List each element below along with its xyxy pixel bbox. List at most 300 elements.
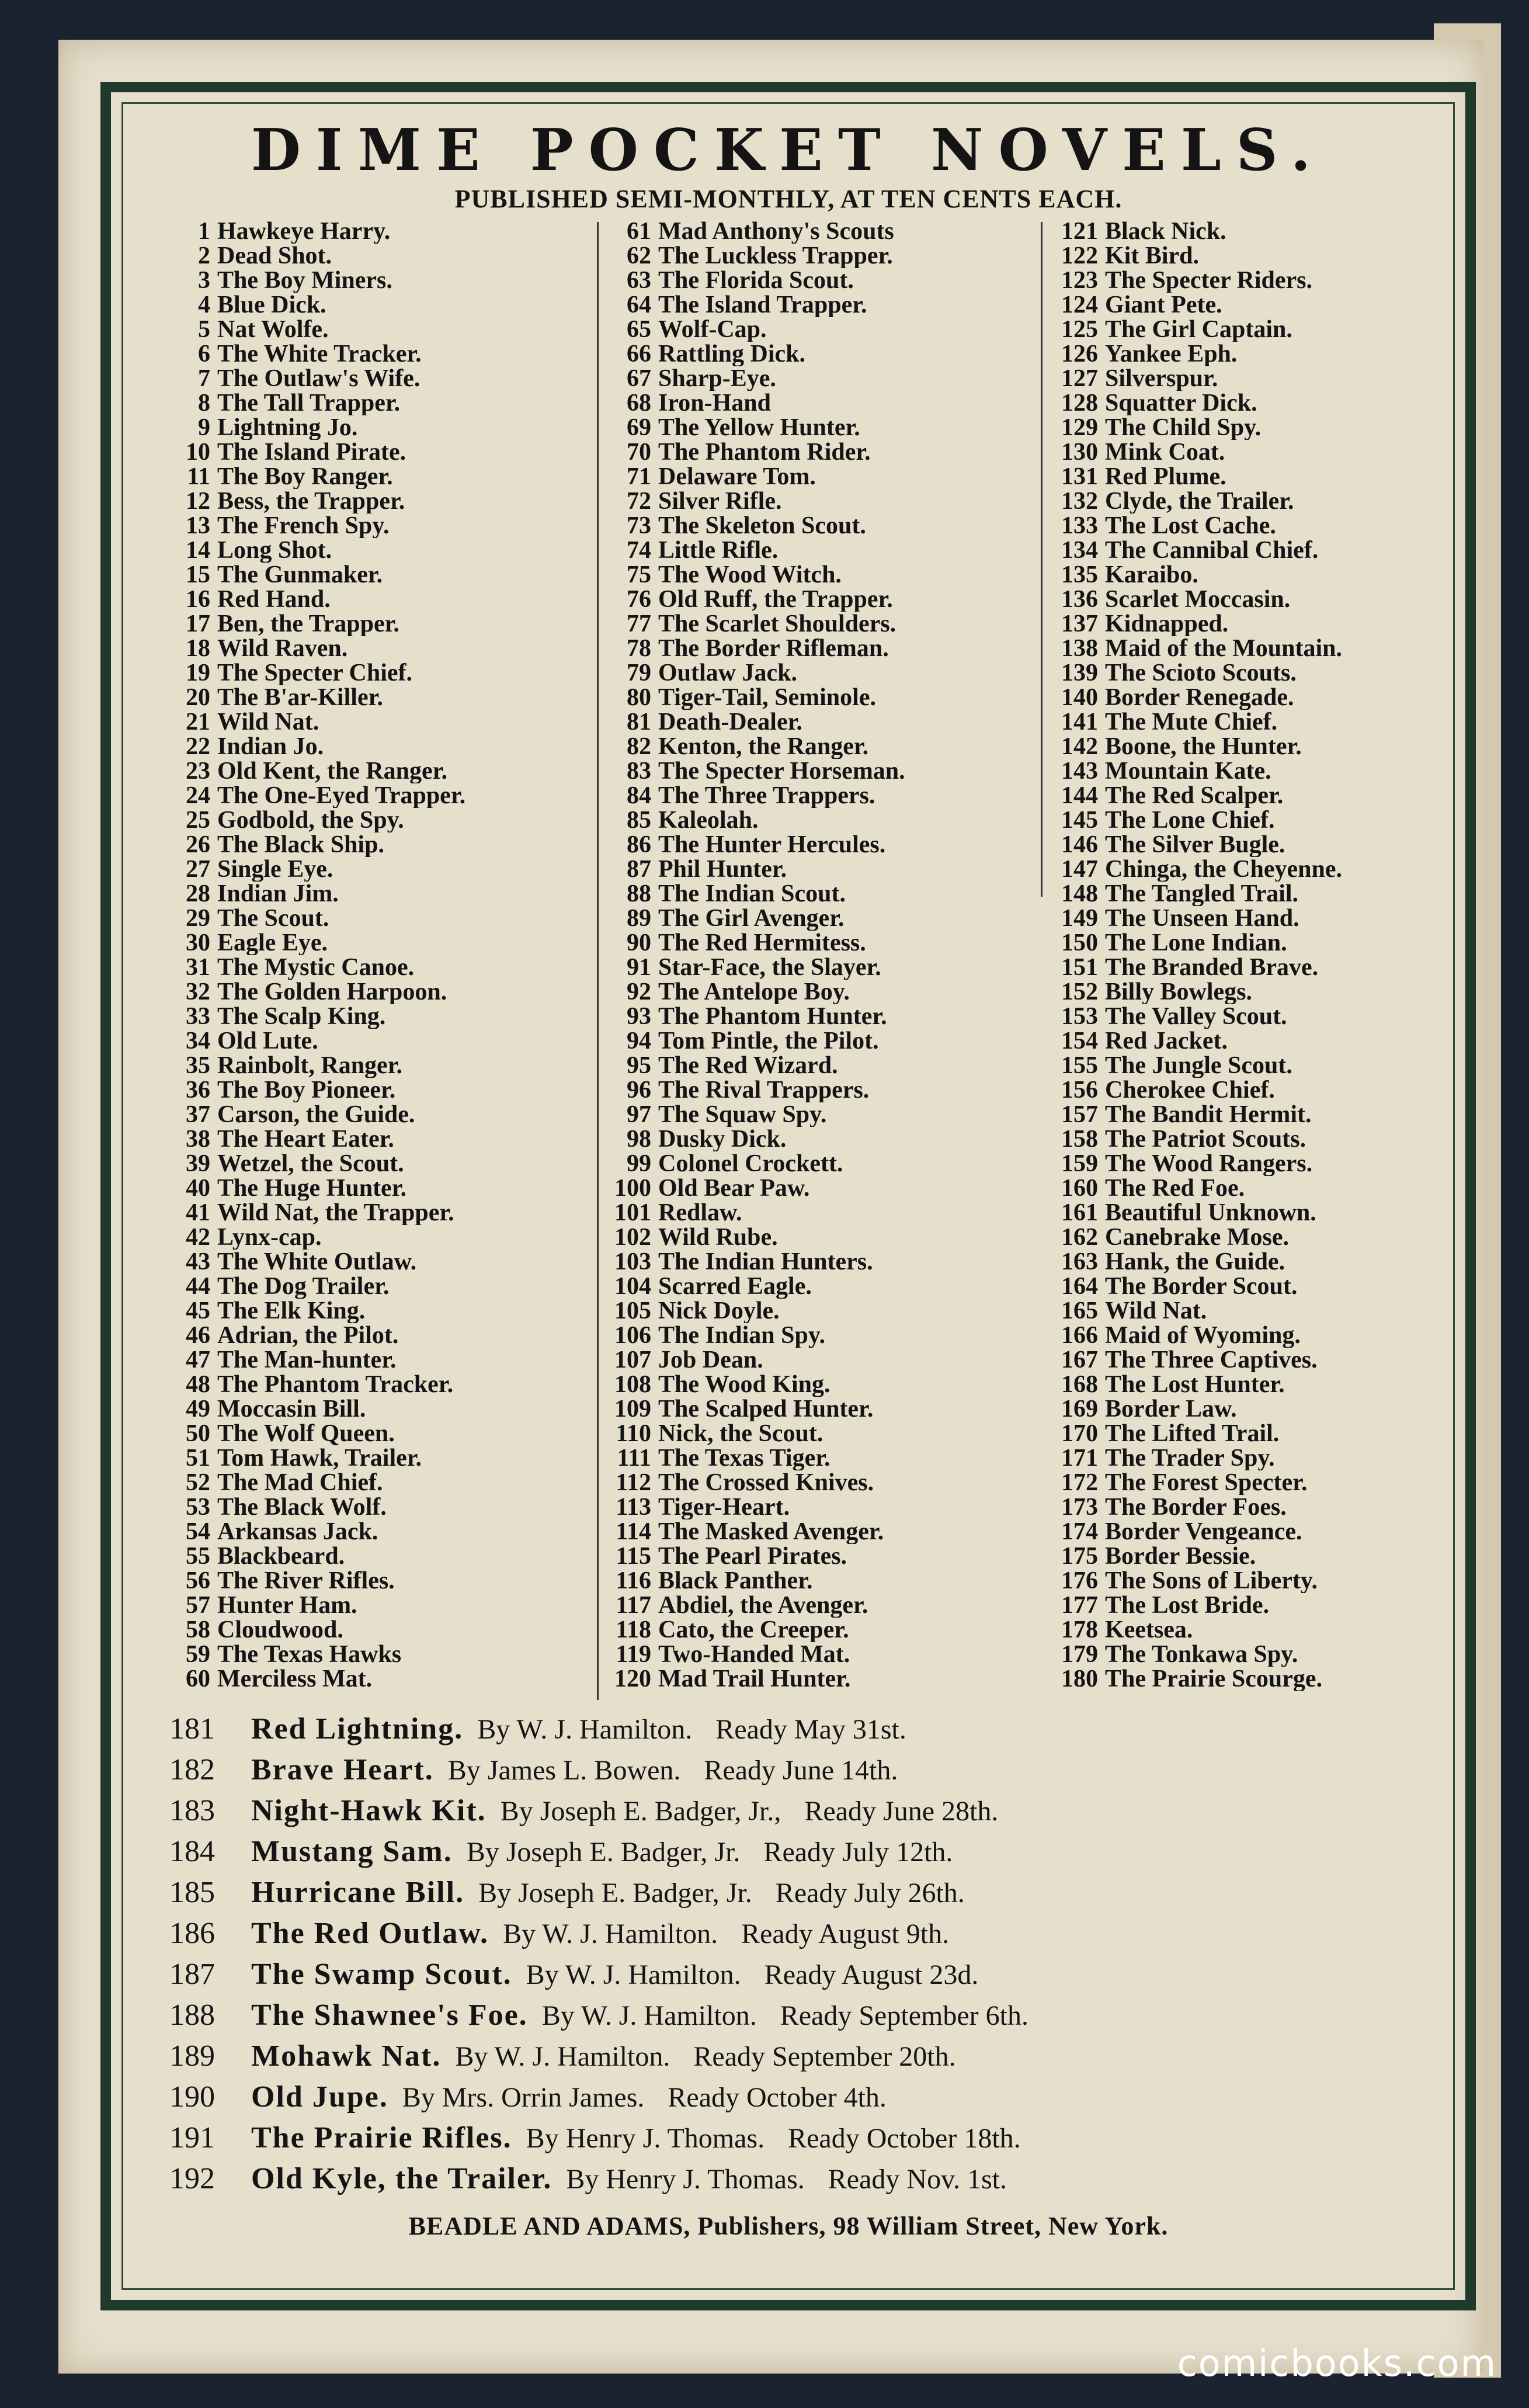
novel-number: 48	[186, 1372, 210, 1397]
novel-number: 45	[186, 1299, 210, 1323]
novel-number: 99	[627, 1151, 651, 1176]
novel-list-item	[1045, 1225, 1466, 1250]
novel-number: 71	[627, 464, 651, 489]
novel-title: The Island Pirate.	[217, 440, 406, 464]
novel-title: The Trader Spy.	[1105, 1446, 1275, 1470]
novel-list-item	[610, 563, 1042, 587]
novel-title: Redlaw.	[658, 1200, 742, 1225]
novel-title: The Girl Captain.	[1105, 317, 1292, 342]
novel-list-item	[1045, 1127, 1466, 1151]
forthcoming-list	[169, 1709, 1454, 2199]
novel-title: Arkansas Jack.	[217, 1519, 378, 1544]
forthcoming-item	[169, 1872, 1454, 1913]
novel-number: 88	[627, 882, 651, 906]
novel-list-item	[610, 1127, 1042, 1151]
novel-list-item	[169, 1274, 602, 1299]
novel-list-item	[169, 1004, 602, 1029]
novel-title: The Wood Witch.	[658, 563, 842, 587]
novel-number: 156	[1061, 1078, 1098, 1102]
forthcoming-item	[169, 1995, 1454, 2036]
novel-title: Cato, the Creeper.	[658, 1618, 849, 1642]
novel-list-item	[169, 219, 602, 244]
novel-number: 60	[186, 1667, 210, 1691]
novel-title: Karaibo.	[1105, 563, 1198, 587]
forthcoming-item	[169, 1709, 1454, 1750]
novel-number: 90	[627, 931, 651, 955]
novel-title: The Yellow Hunter.	[658, 415, 860, 440]
announcement-title: Night-Hawk Kit.	[251, 1794, 487, 1827]
novel-list-item	[610, 931, 1042, 955]
novel-list-item	[610, 661, 1042, 685]
novel-list-item	[1045, 1421, 1466, 1446]
novel-list-item	[1045, 1397, 1466, 1421]
novel-number: 18	[186, 636, 210, 661]
announcement-number: 191	[169, 2121, 215, 2154]
novel-title: Mountain Kate.	[1105, 759, 1271, 783]
novel-number: 130	[1061, 440, 1098, 464]
novel-title: Border Law.	[1105, 1397, 1237, 1421]
novel-list-item	[169, 440, 602, 464]
novel-list-item	[1045, 661, 1466, 685]
novel-title: The Outlaw's Wife.	[217, 366, 421, 391]
novel-list-item	[1045, 587, 1466, 612]
novel-title: Scarlet Moccasin.	[1105, 587, 1291, 612]
novel-title: Eagle Eye.	[217, 931, 328, 955]
novel-number: 85	[627, 808, 651, 832]
novel-number: 118	[616, 1618, 651, 1642]
novel-number: 150	[1061, 931, 1098, 955]
novel-title: The Antelope Boy.	[658, 980, 850, 1004]
novel-title: Black Panther.	[658, 1569, 813, 1593]
novel-title: Kaleolah.	[658, 808, 759, 832]
novel-list-item	[1045, 391, 1466, 415]
novel-list-item	[610, 1569, 1042, 1593]
novel-title: The Boy Ranger.	[217, 464, 393, 489]
novel-list-item	[1045, 293, 1466, 317]
novel-title: The Lost Hunter.	[1105, 1372, 1285, 1397]
novel-list-item	[610, 1348, 1042, 1372]
novel-list-item	[169, 1299, 602, 1323]
novel-title: The Crossed Knives.	[658, 1470, 874, 1495]
novel-title: Death-Dealer.	[658, 710, 802, 734]
novel-title: The Border Foes.	[1105, 1495, 1287, 1519]
novel-list-item	[169, 1667, 602, 1691]
novel-title: Hunter Ham.	[217, 1593, 357, 1618]
novel-list-item	[610, 1372, 1042, 1397]
announcement-ready-date: Ready June 28th.	[804, 1796, 999, 1827]
novel-number: 57	[186, 1593, 210, 1618]
novel-title: Wolf-Cap.	[658, 317, 767, 342]
novel-title: The Florida Scout.	[658, 268, 854, 293]
novel-number: 51	[186, 1446, 210, 1470]
novel-list-item	[610, 685, 1042, 710]
novel-title: Old Lute.	[217, 1029, 318, 1053]
novel-number: 17	[186, 612, 210, 636]
novel-list-item	[1045, 464, 1466, 489]
novel-number: 104	[614, 1274, 651, 1299]
novel-list-item	[169, 1593, 602, 1618]
novel-number: 98	[627, 1127, 651, 1151]
novel-list-item	[610, 1667, 1042, 1691]
novel-list-item	[169, 587, 602, 612]
announcement-ready-date: Ready Nov. 1st.	[828, 2164, 1007, 2195]
novel-number: 111	[617, 1446, 651, 1470]
novel-title: Star-Face, the Slayer.	[658, 955, 881, 980]
novel-title: The Wolf Queen.	[217, 1421, 395, 1446]
novel-title: Wetzel, the Scout.	[217, 1151, 404, 1176]
novel-title: Scarred Eagle.	[658, 1274, 812, 1299]
novel-title: The Valley Scout.	[1105, 1004, 1287, 1029]
novel-list-item	[1045, 612, 1466, 636]
novel-list-item	[610, 366, 1042, 391]
novel-number: 114	[616, 1519, 651, 1544]
novel-list-item	[1045, 317, 1466, 342]
novel-list-item	[1045, 906, 1466, 931]
novel-title: The Jungle Scout.	[1105, 1053, 1292, 1078]
novel-number: 6	[198, 342, 210, 366]
novel-list-item	[1045, 857, 1466, 882]
novel-list-item	[169, 1323, 602, 1348]
novel-list-item	[1045, 489, 1466, 513]
novel-list-item	[1045, 1642, 1466, 1667]
announcement-number: 192	[169, 2162, 215, 2195]
novel-title: The Specter Chief.	[217, 661, 413, 685]
novel-list-item	[610, 1593, 1042, 1618]
novel-number: 91	[627, 955, 651, 980]
novel-title: Cloudwood.	[217, 1618, 343, 1642]
forthcoming-item	[169, 2036, 1454, 2077]
novel-title: Hawkeye Harry.	[217, 219, 391, 244]
novel-number: 109	[614, 1397, 651, 1421]
novel-title: Red Jacket.	[1105, 1029, 1228, 1053]
novel-list-item	[1045, 636, 1466, 661]
novel-number: 8	[198, 391, 210, 415]
novel-list-item	[1045, 1053, 1466, 1078]
announcement-ready-date: Ready September 20th.	[693, 2041, 956, 2072]
novel-list-item	[1045, 1348, 1466, 1372]
novel-list-item	[610, 1102, 1042, 1127]
novel-number: 28	[186, 882, 210, 906]
page-title: DIME POCKET NOVELS.	[251, 117, 1326, 184]
novel-title: The Bandit Hermit.	[1105, 1102, 1312, 1127]
novel-number: 21	[186, 710, 210, 734]
novel-list-item	[610, 489, 1042, 513]
novel-title: The Tonkawa Spy.	[1105, 1642, 1298, 1667]
novel-number: 11	[187, 464, 210, 489]
novel-number: 62	[627, 244, 651, 268]
novel-number: 35	[186, 1053, 210, 1078]
novel-list-item	[169, 1421, 602, 1446]
novel-list-item	[169, 710, 602, 734]
novel-title: Tom Pintle, the Pilot.	[658, 1029, 879, 1053]
novel-title: Silver Rifle.	[658, 489, 782, 513]
novel-title: The French Spy.	[217, 513, 390, 538]
novel-title: The Elk King.	[217, 1299, 366, 1323]
novel-number: 70	[627, 440, 651, 464]
novel-number: 161	[1061, 1200, 1098, 1225]
novel-list-item	[169, 1029, 602, 1053]
announcement-title: Red Lightning.	[251, 1712, 464, 1746]
novel-list-item	[1045, 1446, 1466, 1470]
novel-title: Wild Nat, the Trapper.	[217, 1200, 454, 1225]
novel-title: The B'ar-Killer.	[217, 685, 383, 710]
novel-list-item	[169, 882, 602, 906]
novel-title: The Golden Harpoon.	[217, 980, 447, 1004]
novel-number: 178	[1061, 1618, 1098, 1642]
novel-list-item	[169, 1078, 602, 1102]
novel-number: 1	[198, 219, 210, 244]
novel-title: The Wood Rangers.	[1105, 1151, 1313, 1176]
novel-title: Mad Trail Hunter.	[658, 1667, 851, 1691]
novel-title: Black Nick.	[1105, 219, 1226, 244]
novel-list-item	[1045, 1299, 1466, 1323]
novel-number: 147	[1061, 857, 1098, 882]
novel-number: 164	[1061, 1274, 1098, 1299]
novel-number: 101	[614, 1200, 651, 1225]
novel-number: 149	[1061, 906, 1098, 931]
novel-list-item	[1045, 1274, 1466, 1299]
novel-list-item	[169, 293, 602, 317]
announcement-author: By Henry J. Thomas.	[526, 2123, 765, 2154]
novel-number: 2	[198, 244, 210, 268]
announcement-author: By W. J. Hamilton.	[503, 1918, 718, 1949]
novel-title: Indian Jim.	[217, 882, 339, 906]
novel-number: 27	[186, 857, 210, 882]
novel-title: Ben, the Trapper.	[217, 612, 399, 636]
novel-title: The Wood King.	[658, 1372, 830, 1397]
novel-title: The Heart Eater.	[217, 1127, 394, 1151]
novel-title: The Scalp King.	[217, 1004, 386, 1029]
announcement-author: By W. J. Hamilton.	[541, 2000, 757, 2031]
novel-title: The Lone Chief.	[1105, 808, 1275, 832]
novel-number: 134	[1061, 538, 1098, 563]
novel-number: 167	[1061, 1348, 1098, 1372]
novel-number: 145	[1061, 808, 1098, 832]
novel-title: Two-Handed Mat.	[658, 1642, 850, 1667]
novel-list-item	[169, 1102, 602, 1127]
novel-number: 131	[1061, 464, 1098, 489]
novel-number: 33	[186, 1004, 210, 1029]
novel-title: The Texas Tiger.	[658, 1446, 830, 1470]
novel-number: 93	[627, 1004, 651, 1029]
novel-list-item	[1045, 882, 1466, 906]
novel-list-item	[169, 857, 602, 882]
announcement-title: Mohawk Nat.	[251, 2039, 442, 2073]
novel-title: The Masked Avenger.	[658, 1519, 884, 1544]
announcement-author: By Joseph E. Badger, Jr.,	[500, 1796, 781, 1827]
novel-list-item	[1045, 685, 1466, 710]
novel-list-item	[1045, 1200, 1466, 1225]
novel-number: 120	[614, 1667, 651, 1691]
novel-title: The Red Foe.	[1105, 1176, 1245, 1200]
novel-list-item	[1045, 1102, 1466, 1127]
novel-title: The Skeleton Scout.	[658, 513, 866, 538]
novel-list-item	[1045, 538, 1466, 563]
announcement-number: 184	[169, 1835, 215, 1868]
forthcoming-item	[169, 2077, 1454, 2118]
novel-title: The Scalped Hunter.	[658, 1397, 874, 1421]
announcement-author: By Joseph E. Badger, Jr.	[478, 1878, 752, 1909]
novel-number: 122	[1061, 244, 1098, 268]
novel-title: The Phantom Rider.	[658, 440, 871, 464]
novel-list-item	[610, 1397, 1042, 1421]
novel-title: Adrian, the Pilot.	[217, 1323, 399, 1348]
novel-list-item	[169, 808, 602, 832]
novel-number: 52	[186, 1470, 210, 1495]
novel-title: Billy Bowlegs.	[1105, 980, 1253, 1004]
novel-title: The Phantom Tracker.	[217, 1372, 454, 1397]
novel-list-item	[610, 1470, 1042, 1495]
novel-number: 87	[627, 857, 651, 882]
novel-title: The Indian Scout.	[658, 882, 846, 906]
novel-list-item	[1045, 513, 1466, 538]
novel-title: Abdiel, the Avenger.	[658, 1593, 868, 1618]
novel-list-item	[169, 1544, 602, 1569]
novel-number: 56	[186, 1569, 210, 1593]
novel-title: Moccasin Bill.	[217, 1397, 366, 1421]
novel-list-item	[1045, 1667, 1466, 1691]
novel-number: 143	[1061, 759, 1098, 783]
novel-list-item	[610, 1299, 1042, 1323]
novel-title: The Sons of Liberty.	[1105, 1569, 1318, 1593]
announcement-ready-date: Ready June 14th.	[704, 1755, 898, 1786]
announcement-number: 186	[169, 1917, 215, 1950]
novel-list-item	[610, 317, 1042, 342]
announcement-author: By Joseph E. Badger, Jr.	[466, 1837, 741, 1868]
novel-title: The Red Wizard.	[658, 1053, 838, 1078]
announcement-ready-date: Ready September 6th.	[780, 2000, 1028, 2031]
novel-number: 4	[198, 293, 210, 317]
novel-list-item	[610, 268, 1042, 293]
novel-list-item	[1045, 1078, 1466, 1102]
novel-title: The Indian Spy.	[658, 1323, 826, 1348]
novel-number: 140	[1061, 685, 1098, 710]
announcement-number: 183	[169, 1794, 215, 1827]
novel-title: Sharp-Eye.	[658, 366, 776, 391]
novel-number: 102	[614, 1225, 651, 1250]
novel-number: 30	[186, 931, 210, 955]
novel-list-item	[610, 612, 1042, 636]
novel-list-item	[169, 563, 602, 587]
novel-list-item	[1045, 1029, 1466, 1053]
novel-list-item	[610, 1200, 1042, 1225]
novel-number: 39	[186, 1151, 210, 1176]
novel-list-item	[610, 1642, 1042, 1667]
novel-number: 142	[1061, 734, 1098, 759]
novel-title: Old Bear Paw.	[658, 1176, 810, 1200]
novel-number: 81	[627, 710, 651, 734]
novel-list-item	[1045, 415, 1466, 440]
novel-title: Nat Wolfe.	[217, 317, 329, 342]
novel-number: 38	[186, 1127, 210, 1151]
novel-number: 115	[616, 1544, 651, 1569]
announcement-ready-date: Ready October 4th.	[668, 2082, 887, 2113]
announcement-ready-date: Ready August 23d.	[764, 1959, 979, 1990]
novel-title: The Lifted Trail.	[1105, 1421, 1280, 1446]
novel-list-item	[610, 1618, 1042, 1642]
novel-list-item	[610, 1250, 1042, 1274]
forthcoming-item	[169, 1831, 1454, 1872]
novel-number: 63	[627, 268, 651, 293]
forthcoming-item	[169, 2118, 1454, 2159]
novel-list-item	[610, 734, 1042, 759]
novel-list-item	[1045, 734, 1466, 759]
novel-title: The Gunmaker.	[217, 563, 383, 587]
announcement-number: 185	[169, 1876, 215, 1909]
novel-number: 159	[1061, 1151, 1098, 1176]
novel-number: 46	[186, 1323, 210, 1348]
announcement-title: The Red Outlaw.	[251, 1917, 489, 1950]
novel-number: 59	[186, 1642, 210, 1667]
page-content	[123, 105, 1454, 2290]
novel-title: The White Tracker.	[217, 342, 422, 366]
novel-list-item	[169, 783, 602, 808]
novel-number: 168	[1061, 1372, 1098, 1397]
novel-number: 107	[614, 1348, 651, 1372]
novel-number: 79	[627, 661, 651, 685]
novel-number: 169	[1061, 1397, 1098, 1421]
novel-number: 44	[186, 1274, 210, 1299]
novel-list-item	[610, 464, 1042, 489]
novel-title: The Unseen Hand.	[1105, 906, 1299, 931]
novel-number: 165	[1061, 1299, 1098, 1323]
novel-list-item	[1045, 980, 1466, 1004]
novel-number: 113	[616, 1495, 651, 1519]
novel-list-item	[610, 391, 1042, 415]
announcement-title: The Swamp Scout.	[251, 1958, 512, 1991]
announcement-number: 189	[169, 2039, 215, 2073]
novel-title: Colonel Crockett.	[658, 1151, 843, 1176]
novel-number: 155	[1061, 1053, 1098, 1078]
novel-number: 76	[627, 587, 651, 612]
novel-number: 116	[616, 1569, 651, 1593]
novel-number: 61	[627, 219, 651, 244]
announcement-title: Brave Heart.	[251, 1753, 434, 1786]
novel-title: The Specter Horseman.	[658, 759, 905, 783]
novel-title: The River Rifles.	[217, 1569, 395, 1593]
novel-list-item	[610, 1078, 1042, 1102]
novel-list-item	[610, 1323, 1042, 1348]
novel-number: 5	[198, 317, 210, 342]
novel-number: 158	[1061, 1127, 1098, 1151]
novel-title: Red Hand.	[217, 587, 331, 612]
announcement-ready-date: Ready July 26th.	[775, 1878, 965, 1909]
novel-number: 125	[1061, 317, 1098, 342]
novel-list-item	[169, 759, 602, 783]
novel-title: Kidnapped.	[1105, 612, 1229, 636]
novel-list-item	[169, 612, 602, 636]
novel-list-item	[1045, 710, 1466, 734]
novel-list-item	[1045, 1323, 1466, 1348]
novel-number: 94	[627, 1029, 651, 1053]
novel-list-item	[169, 832, 602, 857]
novel-title: The Phantom Hunter.	[658, 1004, 887, 1029]
novel-title: The Lost Bride.	[1105, 1593, 1270, 1618]
novel-number: 72	[627, 489, 651, 513]
novel-title: Phil Hunter.	[658, 857, 787, 882]
novel-list-item	[1045, 1372, 1466, 1397]
novel-title: The Mute Chief.	[1105, 710, 1278, 734]
novel-number: 26	[186, 832, 210, 857]
novel-list-item	[169, 1151, 602, 1176]
novel-title: The Cannibal Chief.	[1105, 538, 1319, 563]
novel-title: Beautiful Unknown.	[1105, 1200, 1316, 1225]
novel-list-item	[1045, 931, 1466, 955]
novel-list-item	[1045, 955, 1466, 980]
novel-title: Tom Hawk, Trailer.	[217, 1446, 422, 1470]
novel-list-item	[1045, 563, 1466, 587]
novel-title: The Scarlet Shoulders.	[658, 612, 896, 636]
